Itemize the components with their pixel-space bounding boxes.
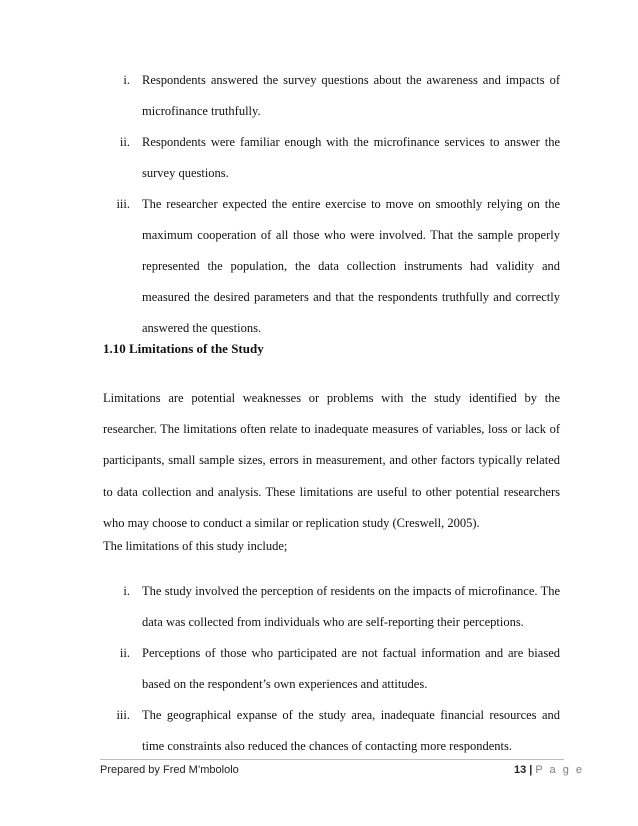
list-item: [100, 189, 560, 344]
list-number: i.: [123, 73, 130, 87]
list-line: The researcher expected the entire exercise to move on smoothly relying on the: [142, 197, 560, 211]
list-line: answered the questions.: [142, 321, 262, 335]
assumptions-list: [100, 65, 560, 344]
limitations-list: [100, 576, 560, 762]
list-line: Respondents answered the survey questions about the awareness and impacts of: [142, 73, 560, 87]
paragraph-line: participants, small sample sizes, errors in measurement, and other factors typically related: [103, 453, 560, 468]
list-line: data was collected from individuals who are self-reporting their perceptions.: [142, 615, 524, 629]
list-line: survey questions.: [142, 166, 229, 180]
list-line: Perceptions of those who participated are not factual information and are biased: [142, 646, 560, 660]
list-line: The study involved the perception of residents on the impacts of microfinance. The: [142, 584, 560, 598]
list-line: measured the desired parameters and that the respondents truthfully and correctly: [142, 290, 560, 304]
list-line: based on the respondent’s own experiences and attitudes.: [142, 677, 428, 691]
list-line: represented the population, the data collection instruments had validity and: [142, 259, 560, 273]
list-item: [100, 576, 560, 638]
list-line: time constraints also reduced the chances of contacting more respondents.: [142, 739, 513, 753]
paragraph-line: Limitations are potential weaknesses or problems with the study identified by the: [103, 391, 560, 405]
list-item: [100, 127, 560, 189]
list-number: iii.: [116, 197, 130, 211]
paragraph-line: who may choose to conduct a similar or replication study (Creswell, 2005).: [103, 515, 480, 530]
footer-separator: |: [529, 764, 533, 776]
list-number: iii.: [116, 708, 130, 722]
list-item: [100, 638, 560, 700]
footer-page-label: [514, 764, 584, 776]
list-line: microfinance truthfully.: [142, 104, 261, 118]
list-number: ii.: [119, 646, 130, 660]
list-number: ii.: [119, 135, 130, 149]
body-paragraph: [103, 383, 560, 539]
footer-divider: [100, 759, 564, 760]
footer-author: Prepared by Fred M’mbololo: [100, 764, 239, 776]
limitations-intro: The limitations of this study include;: [103, 539, 288, 553]
list-line: maximum cooperation of all those who were involved. That the sample properly: [142, 228, 560, 242]
page-word: P a g e: [535, 764, 584, 776]
list-line: Respondents were familiar enough with the microfinance services to answer the: [142, 135, 560, 149]
section-heading: 1.10 Limitations of the Study: [103, 341, 264, 356]
page-number: 13: [514, 764, 527, 776]
list-number: i.: [123, 584, 130, 598]
list-item: [100, 700, 560, 762]
paragraph-line: researcher. The limitations often relate to inadequate measures of variables, loss or lack of: [103, 422, 560, 437]
list-item: [100, 65, 560, 127]
paragraph-line: to data collection and analysis. These limitations are useful to other potential researchers: [103, 484, 560, 499]
list-line: The geographical expanse of the study area, inadequate financial resources and: [142, 708, 560, 722]
